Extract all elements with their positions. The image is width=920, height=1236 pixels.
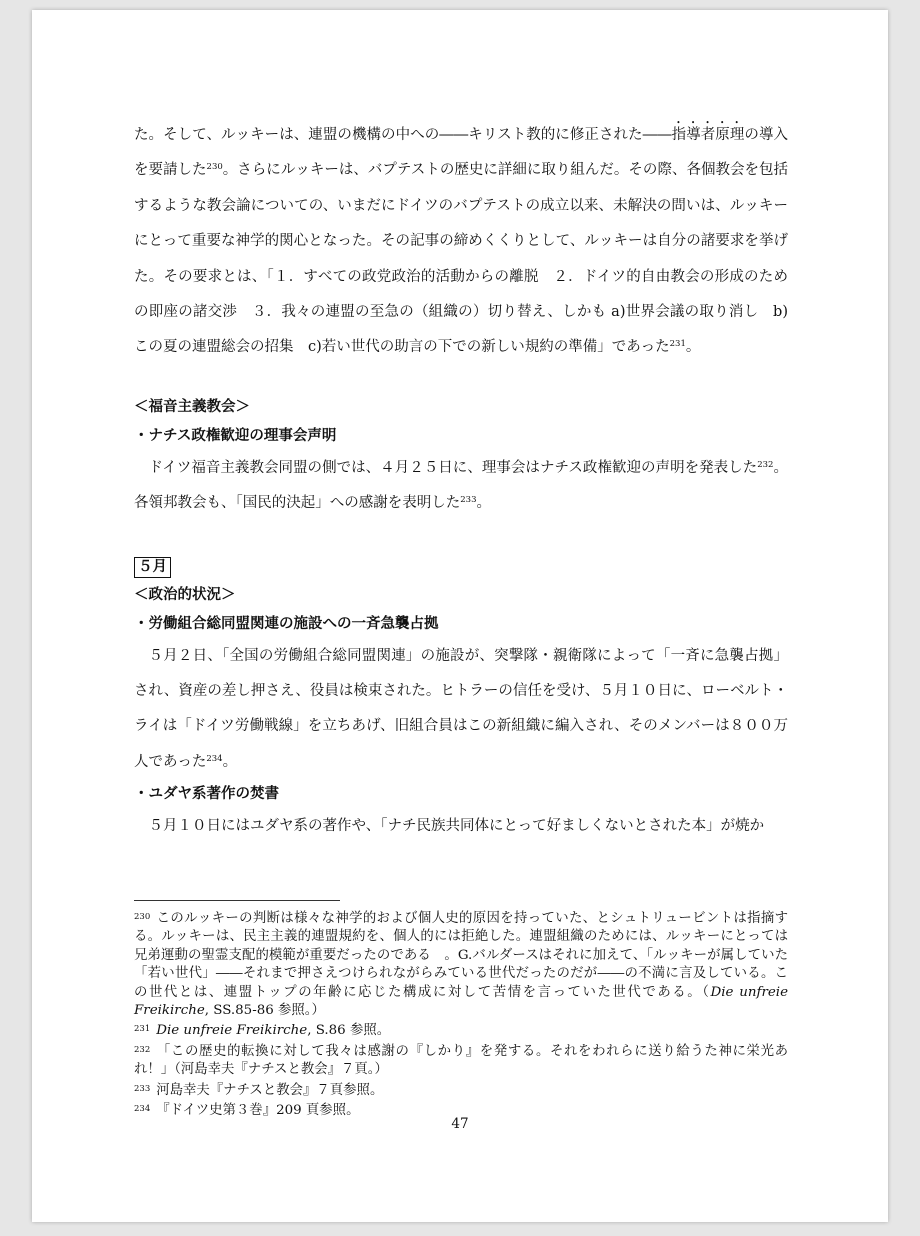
text-run: 。各領邦教会も、「国民的決起」への感謝を表明した <box>134 459 788 512</box>
page-number: 47 <box>451 1116 469 1132</box>
document-page <box>32 10 888 1222</box>
footnote-divider <box>134 900 340 901</box>
subheading-union-raid: ・労働組合総同盟関連の施設への一斉急襲占拠 <box>134 615 439 632</box>
text-run: ５月２日、「全国の労働組合総同盟関連」の施設が、突撃隊・親衛隊によって「一斉に急襲占拠」され、資産の差し押さえ、役員は検束された。ヒトラーの信任を受け、５月１０日に、ローベルト・ライは「ドイツ労働戦線」を立ちあげ、旧組合員はこの新組織に編入され、そのメンバーは８００万人であった <box>134 647 788 770</box>
footnote-number: 233 <box>134 1083 151 1094</box>
emphasized-term: 指導者原理 <box>671 127 745 143</box>
text-run: 。 <box>476 495 491 512</box>
text-run: 。 <box>222 753 238 770</box>
footnote-number: 234 <box>134 1104 151 1115</box>
spacer <box>134 522 788 549</box>
footnote-ref[interactable]: 234 <box>206 753 223 764</box>
footnote-text: , S.86 参照。 <box>307 1023 391 1039</box>
footnote-text: このルッキーの判断は様々な神学的および個人史的原因を持っていた、とシュトリュービントは指摘する。ルッキーは、民主主義的連盟規約を、個人的には拒絶した。連盟組織のためには、ルッキーにとっては兄弟運動の聖霊支配的模範が重要だったのである 。G.バルダースはそれに加えて、「ルッキーが属していた「若い世代」――それまで押さえつけられながらみている世代だったのだが――の不満に言及している。この世代とは、連盟トップの年齢に応じた構成に対して苦情を言っていた世代である。（ <box>134 911 788 1000</box>
footnote-232 <box>134 1041 788 1080</box>
section-heading-evangelical: ＜福音主義教会＞ <box>134 398 250 415</box>
footnote-ref[interactable]: 231 <box>669 339 686 350</box>
subheading-board-statement: ・ナチス政権歓迎の理事会声明 <box>134 427 337 444</box>
spacer <box>134 366 788 393</box>
paragraph-luckey-demands <box>134 118 788 366</box>
paragraph-board-statement <box>134 451 788 522</box>
text-run: た。そして、ルッキーは、連盟の機構の中への――キリスト教的に修正された―― <box>134 127 672 143</box>
footnote-ref[interactable]: 230 <box>206 162 223 173</box>
footnote-text: , SS.85-86 参照。） <box>204 1003 325 1019</box>
footnote-number: 230 <box>134 912 151 922</box>
footnote-text: 『ドイツ史第３巻』209 頁参照。 <box>156 1103 360 1119</box>
footnote-231 <box>134 1020 788 1040</box>
footnotes <box>134 908 788 1120</box>
footnote-ref[interactable]: 232 <box>757 459 774 470</box>
month-label-may: ５月 <box>134 557 171 578</box>
subheading-book-burning: ・ユダヤ系著作の焚書 <box>134 786 279 803</box>
text-run: 。さらにルッキーは、バプテストの歴史に詳細に取り組んだ。その際、各個教会を包括するような教会論についての、いまだにドイツのバプテストの成立以来、未解決の問いは、ルッキーにとって重要な神学的関心となった。その記事の締めくくりとして、ルッキーは自分の諸要求を挙げた。その要求とは、「１．すべての政党政治的活動からの離脱 ２．ドイツ的自由教会の形成のための即座の諸交渉 ３．我々の連盟の至急の（組織の）切り替え、しかも a)世界会議の取り消し b)この夏の連盟総会の招集 c)若い世代の助言の下での新しい規約の準備」であった <box>134 162 789 356</box>
footnote-number: 231 <box>134 1024 151 1035</box>
footnote-number: 232 <box>134 1044 151 1055</box>
paragraph-union-raid <box>134 639 788 781</box>
footnote-230 <box>134 908 788 1020</box>
book-title: Die unfreie Freikirche <box>156 1023 308 1039</box>
section-heading-political: ＜政治的状況＞ <box>134 586 236 603</box>
footnote-ref[interactable]: 233 <box>460 495 477 506</box>
book-title: Die unfreie Freikirche <box>134 984 788 1019</box>
footnote-233 <box>134 1080 788 1100</box>
text-run: ドイツ福音主義教会同盟の側では、４月２５日に、理事会はナチス政権歓迎の声明を発表した <box>148 459 758 476</box>
text-run: 。 <box>685 339 701 356</box>
footnote-text: 「この歴史的転換に対して我々は感謝の『しかり』を発する。それをわれらに送り給うた神に栄光あれ！」（河島幸夫『ナチスと教会』７頁。） <box>134 1043 788 1078</box>
text-run: の導入を要請した <box>134 127 789 179</box>
main-text <box>134 118 788 845</box>
paragraph-book-burning: ５月１０日にはユダヤ系の著作や、「ナチ民族共同体にとって好ましくないとされた本」が焼か <box>148 818 765 835</box>
footnote-text: 河島幸夫『ナチスと教会』７頁参照。 <box>156 1082 384 1098</box>
